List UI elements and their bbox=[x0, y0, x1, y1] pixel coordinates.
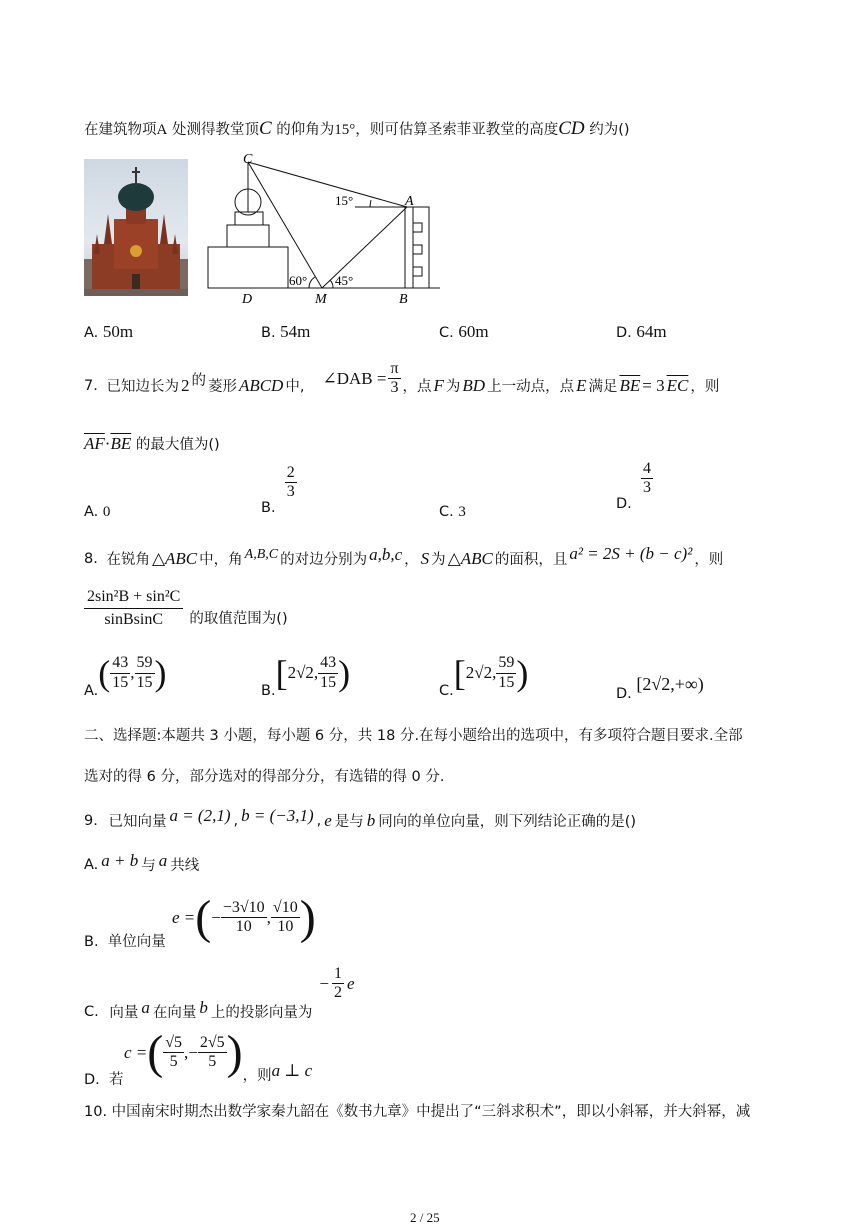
q6-segment-cd: CD bbox=[558, 118, 585, 139]
q6-point-c: C bbox=[258, 118, 272, 139]
q7-option-b: B. $\frac{2}{3}$ bbox=[261, 464, 295, 516]
q7-option-c: C. 3 bbox=[439, 504, 466, 520]
q6-option-d: D. 64m bbox=[616, 322, 667, 341]
q9-option-b-vector: e = ( − $\frac{-3√10}{10}$ , $\frac{√10}{10}$ ) bbox=[172, 891, 316, 944]
vector-be-2: $\overline{BE}$ bbox=[110, 434, 132, 453]
church-illustration bbox=[84, 159, 188, 296]
q6-text: 处测得教堂顶 bbox=[171, 122, 259, 138]
q9-option-d-vector: c = ( $\frac{√5}{5}$ ,− $\frac{2√5}{5}$ ) ，则 a ⊥ c bbox=[124, 1026, 313, 1084]
vector-be: $\overline{BE}$ bbox=[619, 375, 641, 395]
page-number: 2 / 25 bbox=[410, 1210, 440, 1225]
q9-option-a: A. a + b 与 a 共线 bbox=[84, 850, 200, 874]
q9-option-d-label: D. 若 bbox=[84, 1072, 124, 1088]
q7-stem: 7. 已知边长为 2 的 菱形 ABCD 中, ∠DAB = $\frac{\pi}{3}$ ，点 F 为 BD 上一动点，点 E 满足 $\overline{BE}$ = 3 $\overline{EC}$ ，则 bbox=[84, 360, 720, 397]
q7-option-a: A. 0 bbox=[84, 504, 111, 520]
q6-text: 约为() bbox=[589, 122, 630, 138]
q6-point-a: A bbox=[156, 122, 168, 138]
q8-stem: 8. 在锐角 △ABC 中，角 A,B,C 的对边分别为 a,b,c ， S 为 △ABC 的面积，且 a² = 2S + (b − c)² ，则 bbox=[84, 543, 724, 568]
section-2-instructions: 选对的得 6 分，部分选对的得部分分，有选错的得 0 分. bbox=[84, 769, 445, 785]
q6-text: 的仰角为 bbox=[276, 122, 335, 138]
q8-condition: a² = 2S + (b − c)² bbox=[569, 543, 693, 563]
q7-angle-dab: ∠DAB = bbox=[322, 368, 387, 388]
q9-option-c: C. 向量 a 在向量 b 上的投影向量为 − $\frac{1}{2}$ e bbox=[84, 965, 355, 1022]
q6-option-c: C. 60m bbox=[439, 322, 489, 341]
q7-option-d: D. $\frac{4}{3}$ bbox=[616, 460, 651, 512]
angle-45-label: 45° bbox=[335, 273, 354, 288]
label-m: M bbox=[315, 292, 327, 307]
q6-angle: 15° bbox=[334, 122, 356, 138]
q6-stem bbox=[84, 118, 630, 140]
q8-expression: $\frac{\text{2sin²B + sin²C}}{\text{sinBsinC}}$ 的取值范围为() bbox=[84, 588, 288, 630]
q7-stem-line2: $\overline{AF}\cdot\overline{BE}$ 的最大值为() bbox=[84, 434, 220, 453]
q6-text: 在建筑物项 bbox=[84, 122, 157, 138]
church-photo bbox=[84, 159, 188, 296]
q8-option-a: A. ( $\frac{43}{15}$ , $\frac{59}{15}$ ) bbox=[84, 653, 167, 699]
q6-text: ，则可估算圣索菲亚教堂的高度 bbox=[355, 122, 559, 138]
label-b: B bbox=[399, 292, 408, 307]
q10-stem: 10. 中国南宋时期杰出数学家秦九韶在《数书九章》中提出了“三斜求积术”，即以小斜幂，并大斜幂，减 bbox=[84, 1104, 751, 1120]
q7-pi-over-3: $\frac{\pi}{3}$ bbox=[390, 360, 399, 397]
angle-60-label: 60° bbox=[289, 273, 308, 288]
geometry-diagram bbox=[205, 150, 445, 310]
q9-option-b-label: B. 单位向量 bbox=[84, 934, 166, 950]
label-c: C bbox=[243, 152, 253, 167]
q8-option-c: C. [ 2√2, $\frac{59}{15}$ ) bbox=[439, 653, 529, 699]
q9-stem: 9. 已知向量 a = (2,1) , b = (−3,1) , e 是与 b 同向的单位向量，则下列结论正确的是() bbox=[84, 805, 637, 830]
q8-option-d: D. [2√2,+∞) bbox=[616, 674, 704, 702]
q6-option-a: A. 50m bbox=[84, 322, 134, 341]
vector-af: $\overline{AF}$ bbox=[84, 434, 105, 453]
q8-option-b: B. [ 2√2, $\frac{43}{15}$ ) bbox=[261, 653, 351, 699]
label-d: D bbox=[242, 292, 253, 307]
vector-ec: $\overline{EC}$ bbox=[666, 375, 689, 395]
q6-option-b: B. 54m bbox=[261, 322, 311, 341]
angle-15-label: 15° bbox=[335, 193, 354, 208]
label-a: A bbox=[405, 194, 414, 209]
section-2-header: 二、选择题:本题共 3 小题，每小题 6 分，共 18 分.在每小题给出的选项中，有多项符合题目要求.全部 bbox=[84, 728, 743, 744]
